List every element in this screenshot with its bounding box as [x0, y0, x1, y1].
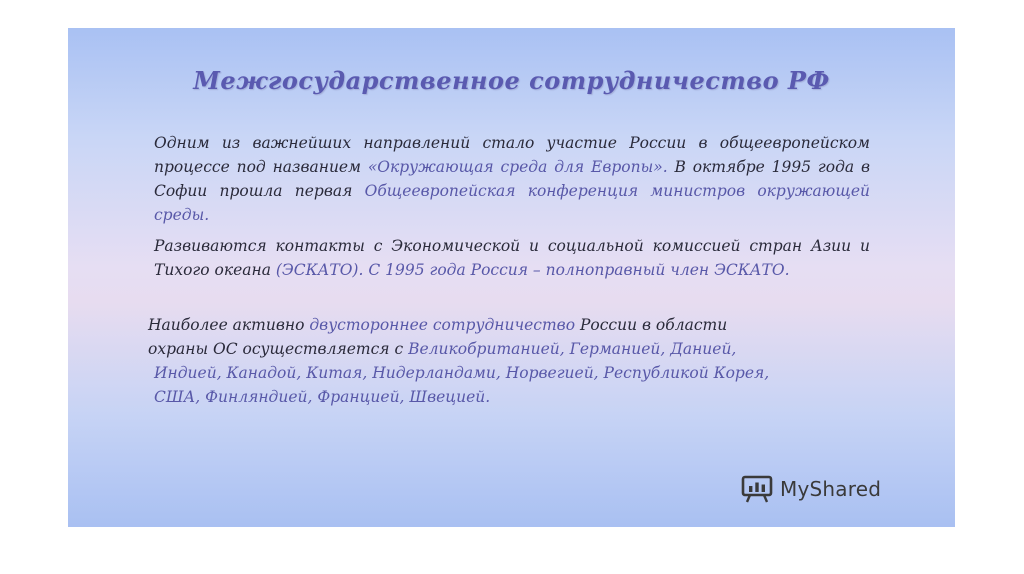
- paragraph-line: [148, 361, 928, 385]
- paragraph-text: России в области: [575, 316, 728, 334]
- myshared-watermark[interactable]: [740, 475, 881, 503]
- highlight-text: «Окружающая среда для Европы».: [367, 158, 668, 176]
- highlight-text: Индией, Канадой, Китая, Нидерландами, Норвегией, Республикой Корея,: [154, 364, 770, 382]
- paragraph-pan-european: [154, 131, 870, 227]
- paragraph-text: охраны ОС осуществляется с: [148, 340, 409, 358]
- paragraph-text: Развиваются контакты с Экономической и социальной комиссией стран Азии и Тихого океана: [154, 237, 870, 279]
- slide: [68, 28, 955, 527]
- myshared-logo-text: MyShared: [780, 477, 882, 501]
- presentation-board-icon: [740, 475, 774, 503]
- highlight-text: США, Финляндией, Францией, Швецией.: [154, 388, 491, 406]
- highlight-text: Великобританией, Германией, Данией,: [408, 340, 737, 358]
- highlight-text: двустороннее сотрудничество: [309, 316, 576, 334]
- paragraph-line: [148, 337, 928, 361]
- paragraph-text: Наиболее активно: [148, 316, 310, 334]
- paragraph-escap: [154, 234, 870, 282]
- highlight-text: (ЭСКАТО). С 1995 года Россия – полноправный член ЭСКАТО.: [275, 261, 790, 279]
- slide-title: Межгосударственное сотрудничество РФ: [193, 66, 830, 95]
- paragraph-line: [148, 313, 928, 337]
- paragraph-text: Одним из важнейших направлений стало участие России в общеевропейском процессе под названием: [154, 134, 870, 176]
- paragraph-line: [148, 385, 928, 409]
- highlight-text: Общеевропейская конференция министров окружающей среды.: [154, 182, 870, 224]
- paragraph-text: В октябре 1995 года в Софии прошла первая: [154, 158, 871, 200]
- paragraph-bilateral: [148, 313, 928, 409]
